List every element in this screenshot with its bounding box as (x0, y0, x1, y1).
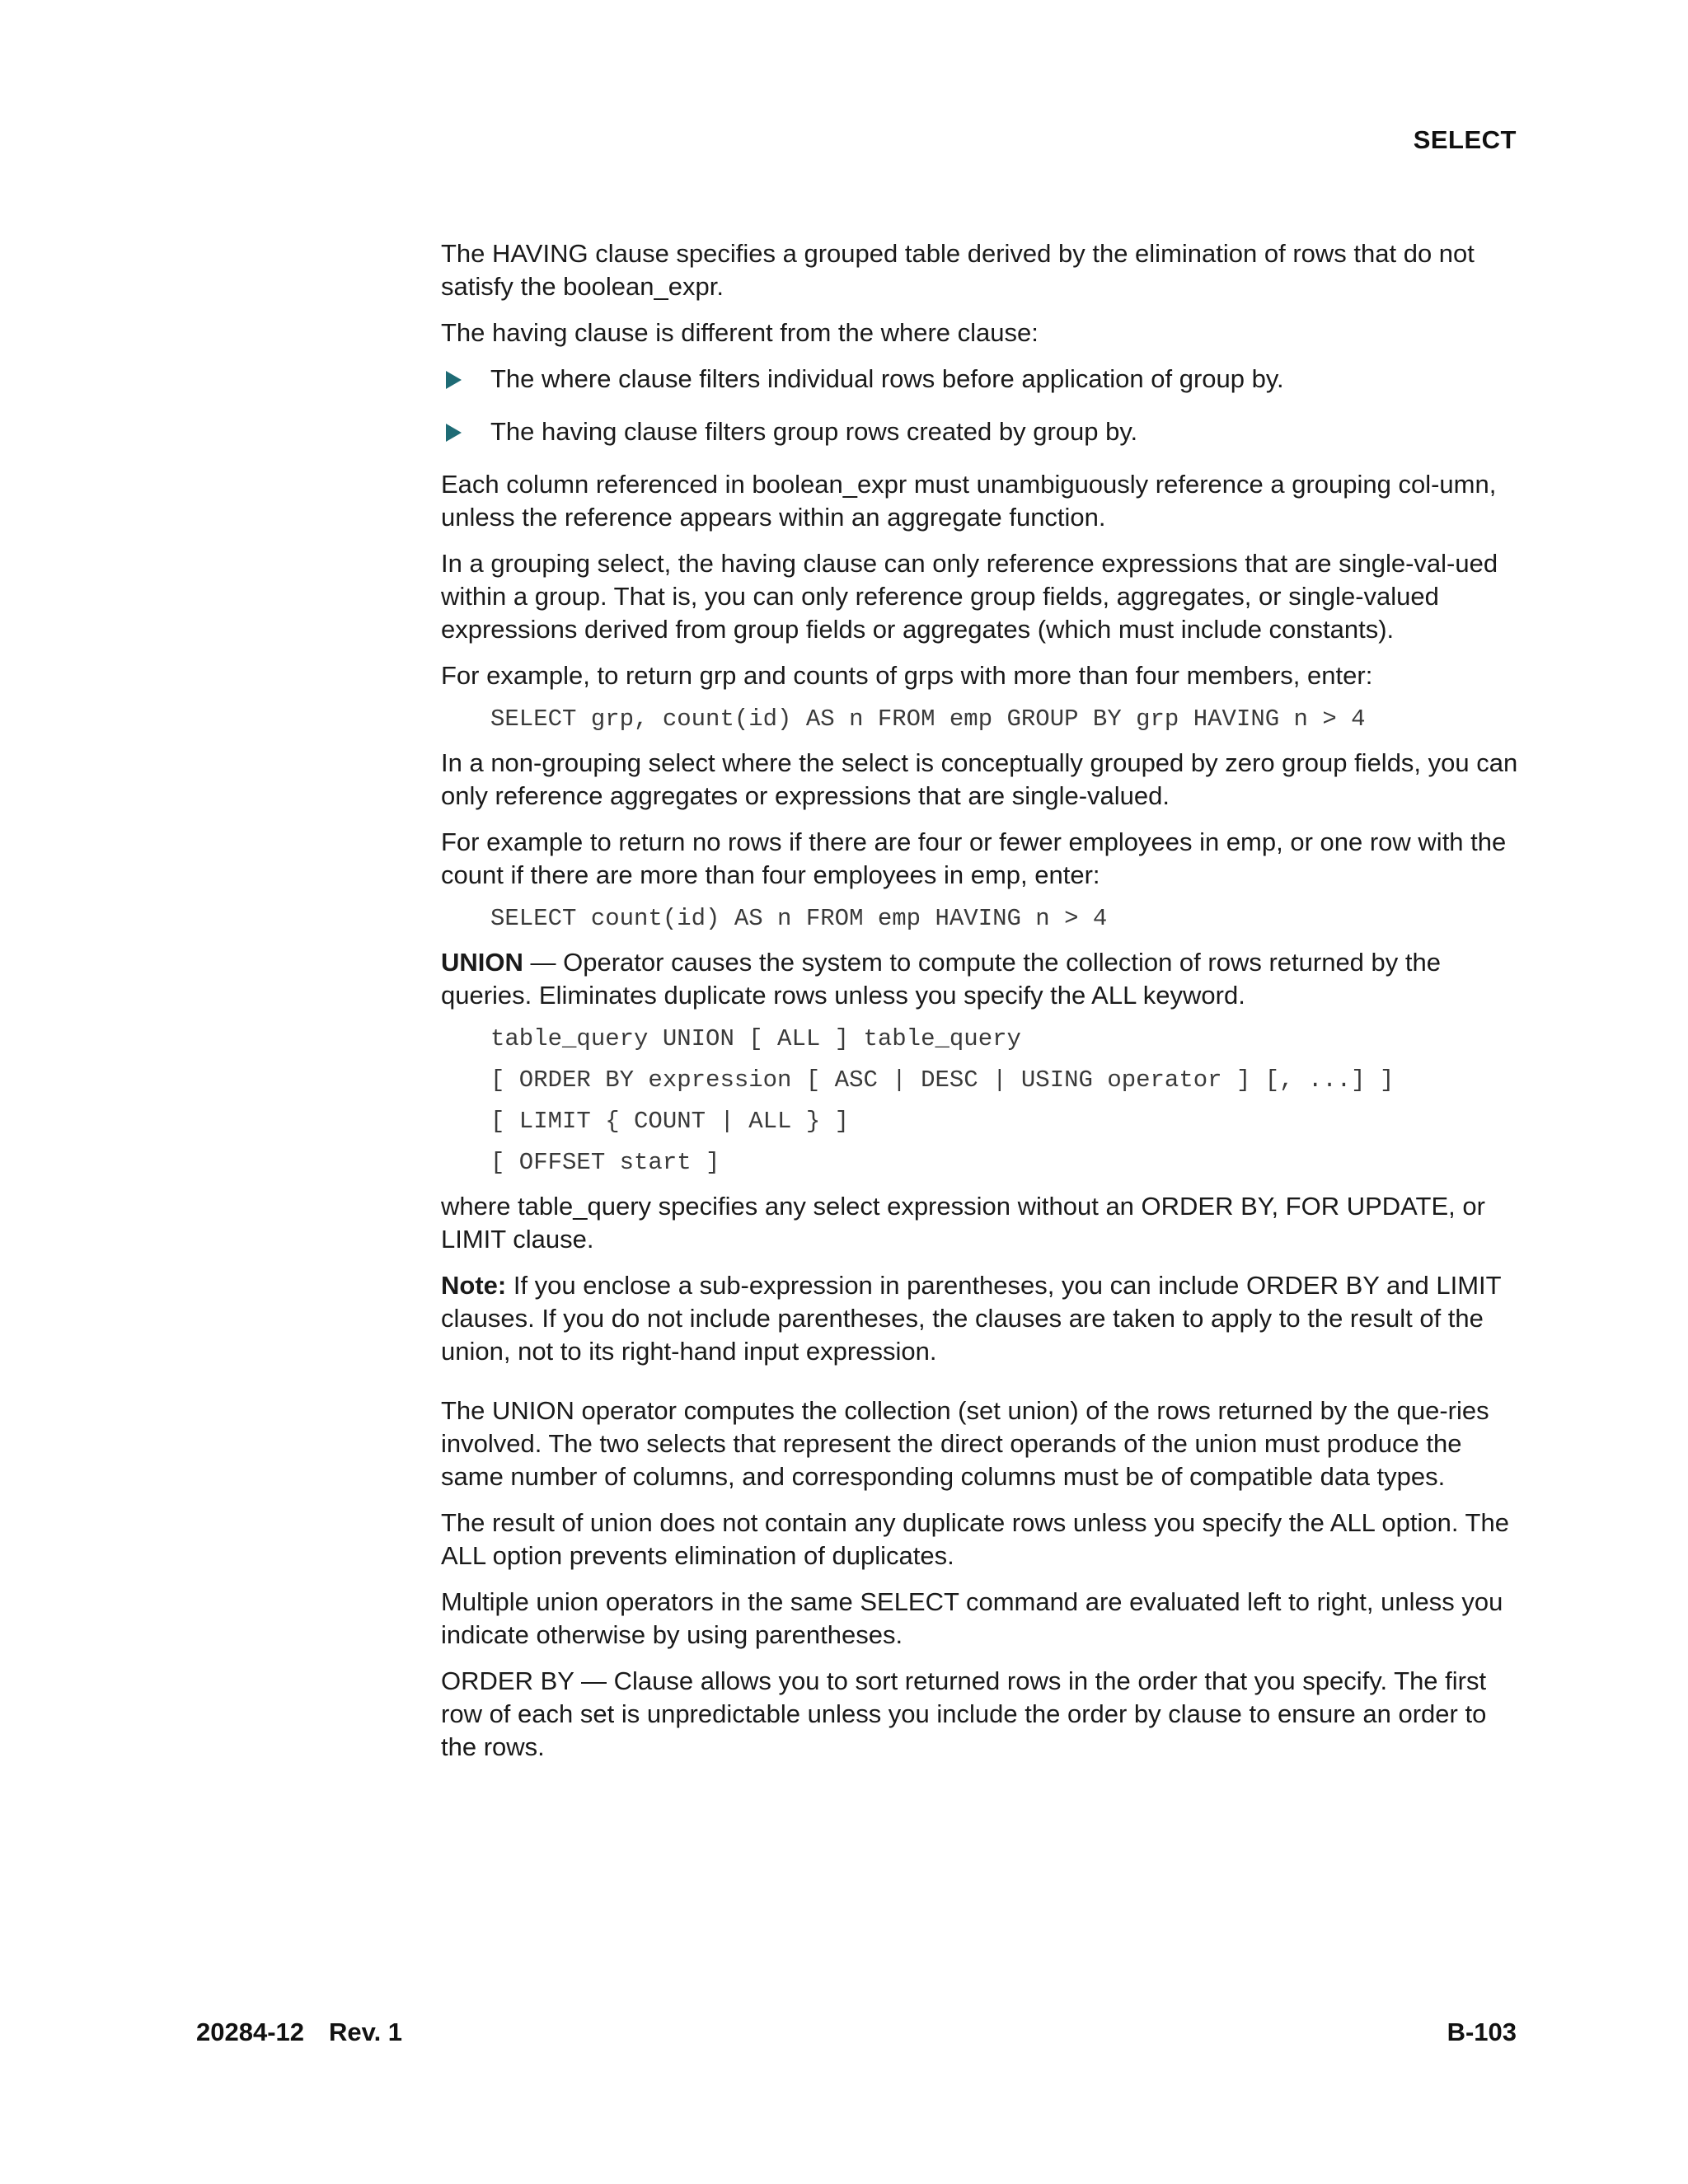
code-union-syntax-line: table_query UNION [ ALL ] table_query (490, 1025, 1021, 1052)
union-term: UNION (441, 948, 523, 977)
triangle-bullet-icon (446, 371, 462, 389)
paragraph-grouping-select: In a grouping select, the having clause can only reference expressions that are single-val-ued within a group. That is, you can only reference group fields, aggregates, or single-valued expressions derived from group fields or aggregates (which must include constants). (441, 549, 1498, 644)
note-text: If you enclose a sub-expression in parentheses, you can include ORDER BY and LIMIT clauses. If you do not include parentheses, the clauses are taken to apply to the result of the union, not to its right-hand input expression. (441, 1271, 1502, 1366)
code-union-syntax-line: [ LIMIT { COUNT | ALL } ] (490, 1108, 850, 1135)
triangle-bullet-icon (446, 424, 462, 442)
paragraph-having-vs-where: The having clause is different from the where clause: (441, 318, 1039, 347)
note-label: Note: (441, 1271, 507, 1300)
code-union-syntax-line: [ ORDER BY expression [ ASC | DESC | USING operator ] [, ...] ] (490, 1066, 1395, 1094)
footer-doc-number: 20284-12 (196, 2018, 305, 2046)
footer-revision: Rev. 1 (329, 2018, 403, 2046)
paragraph-example-count: For example to return no rows if there are four or fewer employees in emp, or one row with the count if there are more than four employees in emp, enter: (441, 827, 1507, 889)
paragraph-order-by: ORDER BY — Clause allows you to sort returned rows in the order that you specify. The first row of each set is unpredictable unless you include the order by clause to ensure an order to the rows. (441, 1666, 1487, 1761)
note-paragraph (441, 1269, 1521, 1368)
paragraph-non-grouping-select: In a non-grouping select where the select is conceptually grouped by zero group fields, you can only reference aggregates or expressions that are single-valued. (441, 748, 1518, 810)
bullet-item-where (441, 363, 1521, 396)
paragraph-union-definition (441, 946, 1521, 1012)
bullet-text: The where clause filters individual rows before application of group by. (490, 364, 1284, 393)
union-description: — Operator causes the system to compute the collection of rows returned by the queries. Eliminates duplicate rows unless you specify the ALL keyword. (441, 948, 1441, 1010)
paragraph-column-reference: Each column referenced in boolean_expr must unambiguously reference a grouping col-umn, unless the reference appears within an aggregate function. (441, 470, 1497, 532)
code-union-syntax-line: [ OFFSET start ] (490, 1149, 720, 1176)
paragraph-example-grp: For example, to return grp and counts of grps with more than four members, enter: (441, 661, 1373, 690)
paragraph-union-duplicates: The result of union does not contain any duplicate rows unless you specify the ALL option. The ALL option prevents elimination of duplicates. (441, 1508, 1509, 1570)
bullet-text: The having clause filters group rows created by group by. (490, 417, 1138, 446)
footer-doc-info (196, 2018, 402, 2047)
code-example-grouping: SELECT grp, count(id) AS n FROM emp GROUP BY grp HAVING n > 4 (490, 705, 1366, 733)
page-body (441, 237, 1521, 1777)
bullet-item-having (441, 415, 1521, 448)
footer-page-number: B-103 (1447, 2018, 1517, 2046)
paragraph-having-definition: The HAVING clause specifies a grouped table derived by the elimination of rows that do not satisfy the boolean_expr. (441, 239, 1475, 301)
code-example-count: SELECT count(id) AS n FROM emp HAVING n > 4 (490, 905, 1108, 932)
paragraph-union-operator: The UNION operator computes the collection (set union) of the rows returned by the que-ries involved. The two selects that represent the direct operands of the union must produce the same number of columns, and corresponding columns must be of compatible data types. (441, 1396, 1489, 1491)
running-head-title: SELECT (1413, 125, 1517, 154)
paragraph-union-order: Multiple union operators in the same SELECT command are evaluated left to right, unless you indicate otherwise by using parentheses. (441, 1587, 1503, 1649)
paragraph-table-query: where table_query specifies any select expression without an ORDER BY, FOR UPDATE, or LIMIT clause. (441, 1192, 1485, 1254)
